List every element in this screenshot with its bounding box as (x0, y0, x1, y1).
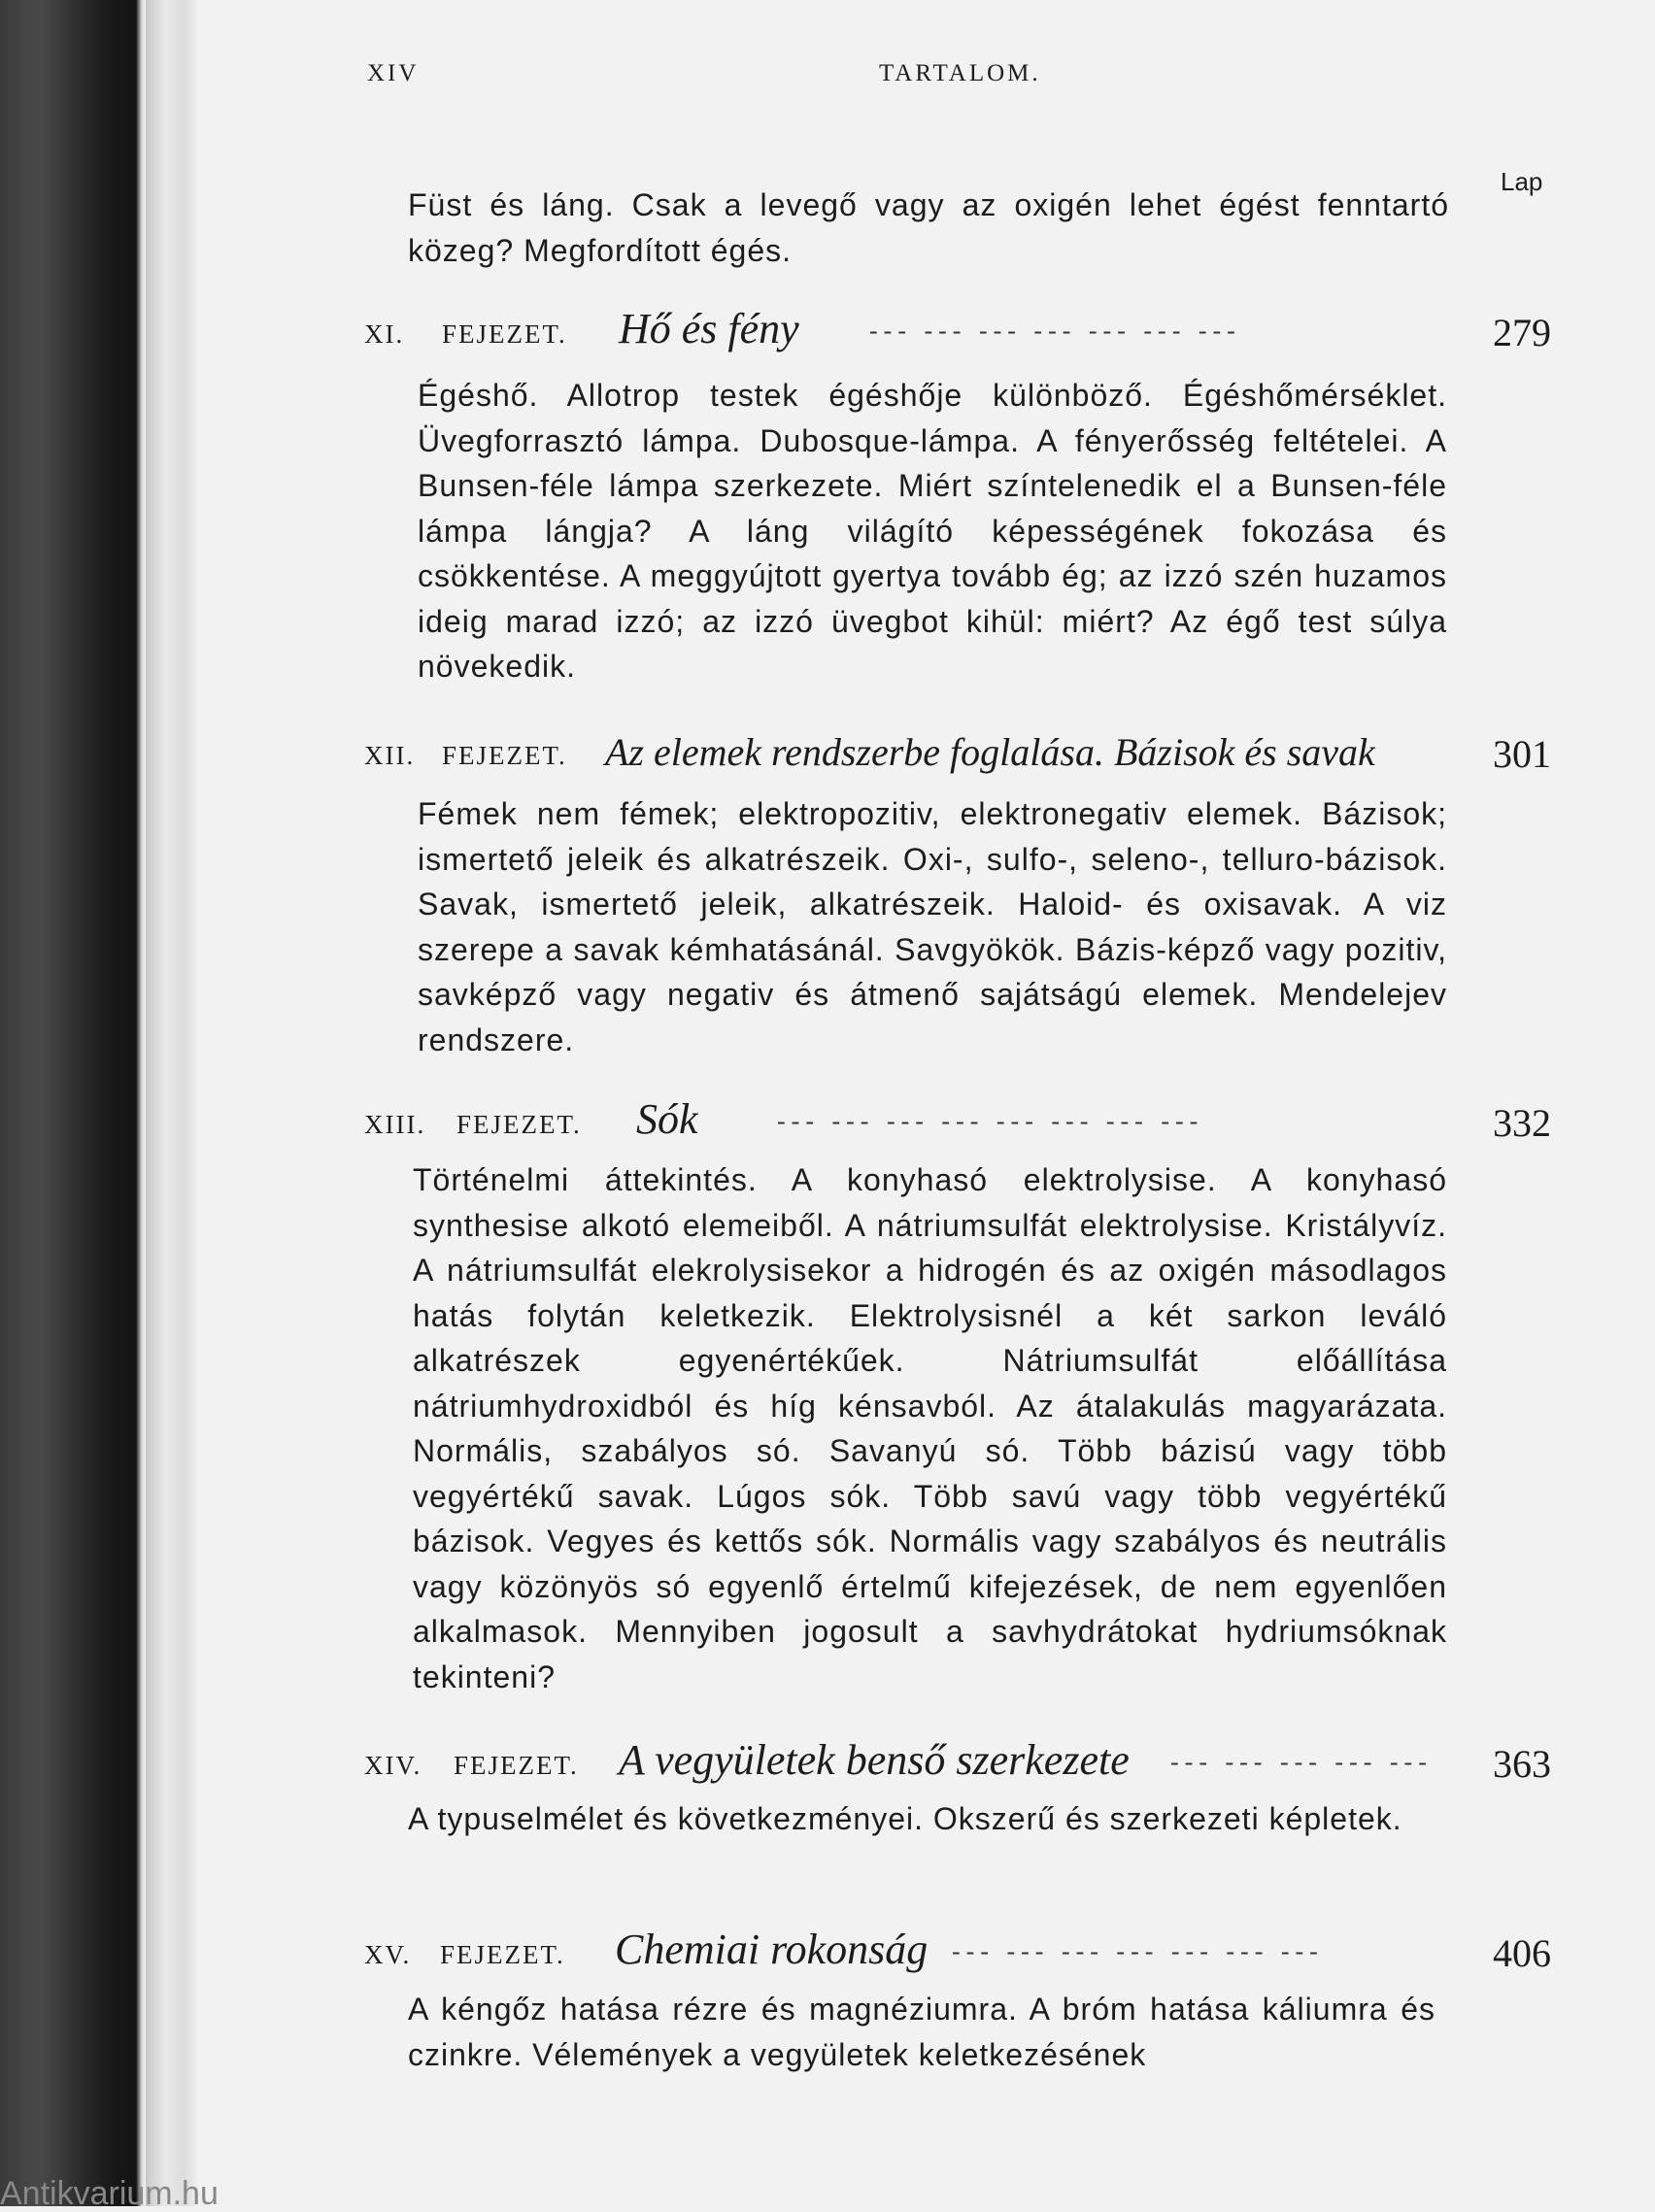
watermark: Antikvarium.hu (0, 2175, 219, 2212)
chapter-page: 332 (1493, 1101, 1551, 1145)
chapter-title: Az elemek rendszerbe foglalása. Bázisok és savak (605, 730, 1375, 774)
chapter-title: Hő és fény (619, 305, 799, 352)
chapter-heading-xi (364, 297, 1551, 355)
chapter-label: FEJEZET. (442, 319, 567, 349)
chapter-heading-xiv (364, 1728, 1551, 1787)
chapter-roman: XIII. (364, 1110, 426, 1139)
chapter-roman: XV. (364, 1940, 412, 1969)
running-header: TARTALOM. (879, 60, 1041, 86)
chapter-page: 279 (1493, 311, 1551, 354)
leader-dots: --- --- --- --- --- --- --- --- (777, 1107, 1204, 1135)
page-gutter (146, 0, 199, 2206)
chapter-summary-xi: Égéshő. Allotrop testek égéshője különböző. Égéshőmérséklet. Üvegforrasztó lámpa. Dubosque-lámpa. A fényerősség feltételei. A Bunsen-féle lámpa szerkezete. Miért színtelenedik el a Bunsen-féle lámpa lángja? A láng világító képességének fokozása és csökkentése. A meggyújtott gyertya tovább ég; az izzó szén huzamos ideig marad izzó; az izzó üvegbot kihül: miért? Az égő test súlya növekedik. (418, 378, 1447, 684)
chapter-heading-xv (364, 1918, 1551, 1976)
chapter-page: 363 (1493, 1742, 1551, 1786)
chapter-page: 406 (1493, 1931, 1551, 1975)
chapter-heading-xii (364, 719, 1551, 777)
chapter-roman: XII. (364, 741, 416, 770)
chapter-heading-xiii (364, 1088, 1551, 1146)
chapter-label: FEJEZET. (442, 741, 567, 770)
chapter-title: Chemiai rokonság (615, 1926, 929, 1973)
chapter-label: FEJEZET. (440, 1940, 565, 1969)
chapter-roman: XIV. (364, 1751, 422, 1780)
leader-dots: --- --- --- --- --- --- --- (952, 1937, 1324, 1965)
page-number: XIV (367, 60, 420, 86)
chapter-roman: XI. (364, 319, 405, 349)
intro-paragraph: Füst és láng. Csak a levegő vagy az oxigén lehet égést fenntartó közeg? Megfordított égés. (408, 187, 1449, 268)
chapter-summary-xiv: A typuselmélet és következményei. Okszerű és szerkezeti képletek. (408, 1801, 1402, 1836)
leader-dots: --- --- --- --- --- (1170, 1748, 1433, 1776)
chapter-summary-xiii: Történelmi áttekintés. A konyhasó elektrolysise. A konyhasó synthesise alkotó elemeiből. A nátriumsulfát elektrolysise. Kristályvíz. A nátriumsulfát elekrolysisekor a hidrogén és az oxigén másodlagos hatás folytán keletkezik. Elektrolysisnél a két sarkon leváló alkatrészek egyenértékűek. Nátriumsulfát előállítása nátriumhydroxidból és híg kénsavból. Az átalakulás magyarázata. Normális, szabályos só. Savanyú só. Több bázisú vagy több vegyértékű savak. Lúgos sók. Több savú vagy több vegyértékű bázisok. Vegyes és kettős sók. Normális vagy szabályos és neutrális vagy közönyös só egyenlő értelmű kifejezések, de nem egyenlően alkalmasok. Mennyiben jogosult a savhydrátokat hydriumsóknak tekinteni? (413, 1162, 1447, 1694)
chapter-label: FEJEZET. (456, 1110, 582, 1139)
chapter-page: 301 (1493, 732, 1551, 776)
page-column-label: Lap (1501, 167, 1543, 196)
chapter-title: Sók (636, 1095, 698, 1143)
chapter-label: FEJEZET. (454, 1751, 579, 1780)
chapter-title: A vegyületek benső szerkezete (619, 1736, 1130, 1784)
chapter-summary-xii: Fémek nem fémek; elektropozitiv, elektronegativ elemek. Bázisok; ismertető jeleik és alkatrészeik. Oxi-, sulfo-, seleno-, telluro-bázisok. Savak, ismertető jeleik, alkatrészeik. Haloid- és oxisavak. A viz szerepe a savak kémhatásánál. Savgyökök. Bázis-képző vagy pozitiv, savképző vagy negativ és átmenő sajátságú elemek. Mendelejev rendszere. (418, 796, 1447, 1057)
chapter-summary-xv: A kéngőz hatása rézre és magnéziumra. A bróm hatása káliumra és czinkre. Vélemények a vegyületek keletkezésének (408, 1992, 1435, 2072)
book-spine (0, 0, 146, 2206)
leader-dots: --- --- --- --- --- --- --- (869, 317, 1241, 345)
